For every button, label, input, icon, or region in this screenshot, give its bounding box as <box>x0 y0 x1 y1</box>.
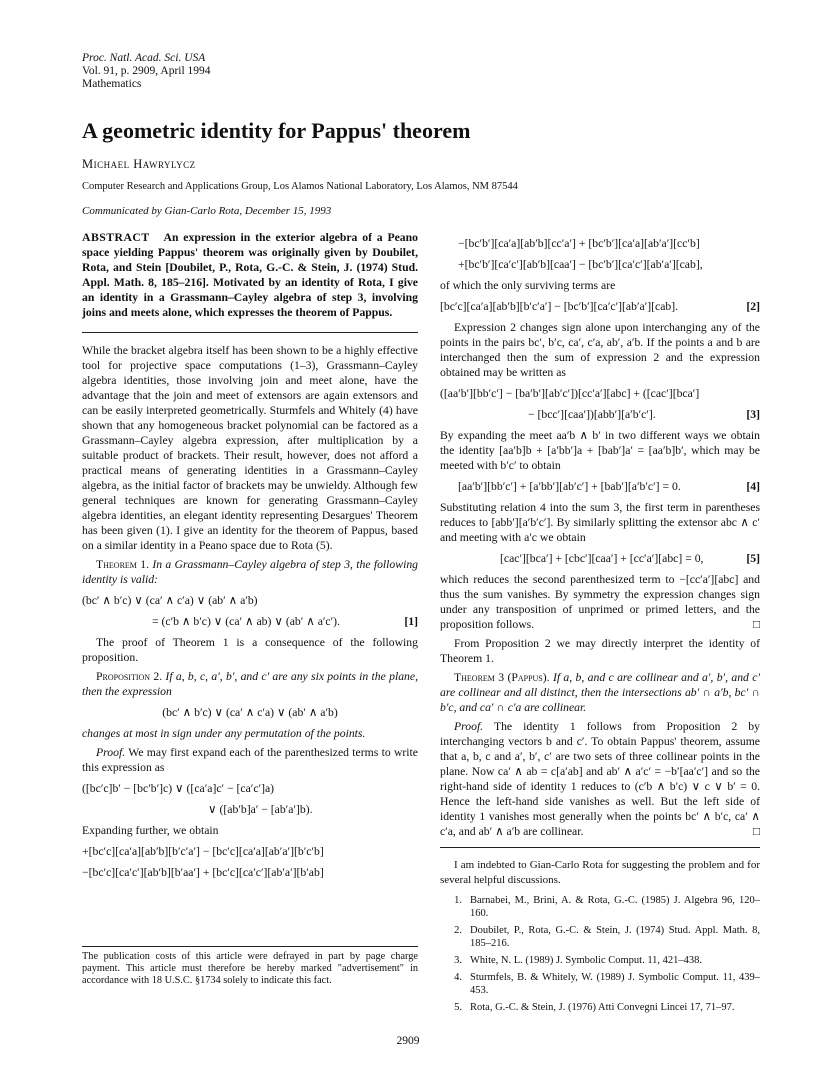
theorem-3-label: Theorem 3 (Pappus). <box>454 671 550 684</box>
proposition-2 <box>82 669 418 699</box>
theorem-1-text: In a Grassmann–Cayley algebra of step 3, the following identity is valid: <box>82 558 419 586</box>
abstract-text: An expression in the exterior algebra of a Peano space yielding Pappus' theorem was originally given by Doubilet, Rota, and Stein [Doubilet, P., Rota, G.-C. & Stein, J. (1974) Stud. Appl. Math. 8, 185–216]. Motivated by an identity of Rota, I give an identity in a Grassmann–Cayley algebra of step 3, involving joins and meets alone, which expresses the theorem of Pappus. <box>82 231 418 319</box>
surviving-text: of which the only surviving terms are <box>440 279 616 292</box>
proof-text: We may first expand each of the parenthesized terms to write this expression as <box>82 746 418 774</box>
proposition-2-text: If a, b, c, a′, b′, and c′ are any six points in the plane, then the expression <box>82 670 419 698</box>
theorem-3 <box>440 670 760 715</box>
paragraph-interpret: From Proposition 2 we may directly interpret the identity of Theorem 1. <box>440 637 760 665</box>
proof-intro: The proof of Theorem 1 is a consequence of the following proposition. <box>82 636 418 664</box>
right-column <box>440 230 760 1018</box>
reference-list <box>440 894 760 1014</box>
reference-item <box>440 971 760 997</box>
equation-1-number: [1] <box>404 615 418 628</box>
paragraph-expression-2: Expression 2 changes sign alone upon interchanging any of the points in the pairs bc′, b′c, ca′, c′a, ab′, a′b. If the points a and b are interchanged then the sum of expression 2 and the expression obtained may be written as <box>440 321 760 379</box>
equation-expansion-2: ∨ ([ab′b]a′ − [ab′a′]b). <box>208 803 313 816</box>
reference-item <box>440 1001 760 1014</box>
reference-text: White, N. L. (1989) J. Symbolic Comput. 11, 421–438. <box>470 955 703 966</box>
proof-paragraph <box>82 745 418 775</box>
abstract-label: ABSTRACT <box>82 231 150 244</box>
equation-5: [cac′][bca′] + [cbc′][caa′] + [cc′a′][abc] = 0, [5] <box>500 552 760 565</box>
paragraph-substituting: Substituting relation 4 into the sum 3, the first term in parentheses reduces to [abb′][a′b′c′]. By similarly splitting the extensor abc ∧ c′ and meeting with a′c we obtain <box>440 501 760 544</box>
author: Michael Hawrylycz <box>82 157 196 171</box>
reference-item <box>440 924 760 950</box>
abstract <box>82 230 418 320</box>
equation-1a: (bc′ ∧ b′c) ∨ (ca′ ∧ c′a) ∨ (ab′ ∧ a′b) <box>82 594 258 607</box>
equation-2: [bc′c][ca′a][ab′b][b′c′a′] − [bc′b′][ca′c′][ab′a′][cab]. [2] <box>440 300 760 313</box>
intro-paragraph: While the bracket algebra itself has been shown to be a highly effective tool for projective space computations (1–3), Grassmann–Cayley algebra identities, those involving join and meet alone, have the advantage that the join and meet of extensors are again extensors and can be easily interpreted geometrically. Sturmfels and Whitely (4) have shown that any homogeneous bracket polynomial can be factored as a Grassmann–Cayley algebra expression, after multiplication by a suitable product of brackets. Their result, however, does not afford a practical means of generating identities in a Grassmann–Cayley algebra, as the initial factor of brackets may be unwieldy. Although few general techniques are known for generating Grassmann–Cayley algebra identities, an elegant identity representing Desargues' Theorem has been given (1). I give an identity for the theorem of Pappus, based on a similar identity in a Peano space due to Rota (5). <box>82 344 418 552</box>
communicated-by: Communicated by Gian-Carlo Rota, December 15, 1993 <box>82 205 332 217</box>
reference-number: 4. <box>454 972 462 983</box>
equation-proposition: (bc′ ∧ b′c) ∨ (ca′ ∧ c′a) ∨ (ab′ ∧ a′b) <box>162 706 338 719</box>
equation-full-2: −[bc′c][ca′c′][ab′b][b′aa′] + [bc′c][ca′c′][ab′a′][b′ab] <box>82 866 324 879</box>
equation-5-number: [5] <box>746 552 760 565</box>
paragraph-reduces: which reduces the second parenthesized term to −[cc′a′][abc] and thus the sum vanishes. By symmetry the expression changes sign under any transposition of unprimed or primed letters, and the proposition follows. □ <box>440 573 760 631</box>
affiliation: Computer Research and Applications Group, Los Alamos National Laboratory, Los Alamos, NM 87544 <box>82 181 518 192</box>
equation-expansion-1: ([bc′c]b′ − [bc′b′]c) ∨ ([ca′a]c′ − [ca′c′]a) <box>82 782 275 795</box>
equation-3a: ([aa′b′][bb′c′] − [ba′b′][ab′c′])[cc′a′][abc] + ([cac′][bca′] <box>440 387 700 400</box>
reference-text: Barnabei, M., Brini, A. & Rota, G.-C. (1985) J. Algebra 96, 120–160. <box>470 895 760 919</box>
theorem-1-label: Theorem 1. <box>96 558 149 571</box>
proof-label: Proof. <box>96 746 126 759</box>
pappus-proof-text: The identity 1 follows from Proposition 2 by interchanging vectors b and c′. To obtain Pappus' theorem, assume that a, b, c and a′, b′, c′ are two sets of three collinear points in the plane. Now ca′ ∧ ab = c[a′ab] and ab′ ∧ a′c′ = −b′[aa′c′] and so the right-hand side of identity 1 reduces to (c′b ∧ b′c) ∨ c ∨ b′ = 0. Hence the left-hand side vanishes as well. But the left side of identity 1 vanishes most generally when the points bc′ ∧ b′c, ca′ ∧ c′a, and ab′ ∧ a′b are collinear. <box>440 720 760 838</box>
reference-item <box>440 954 760 967</box>
pappus-proof <box>440 719 760 839</box>
equation-3-number: [3] <box>746 408 760 421</box>
reference-number: 5. <box>454 1002 462 1013</box>
abstract-divider <box>82 332 418 333</box>
equation-right-2: +[bc′b′][ca′c′][ab′b][caa′] − [bc′b′][ca′c′][ab′a′][cab], <box>458 258 703 271</box>
proposition-2-tail: changes at most in sign under any permutation of the points. <box>82 727 366 740</box>
equation-2-number: [2] <box>746 300 760 313</box>
proposition-2-label: Proposition 2. <box>96 670 163 683</box>
publication-footnote: The publication costs of this article were defrayed in part by page charge payment. This article must therefore be hereby marked "advertisement" in accordance with 18 U.S.C. §1734 solely to indicate this fact. <box>82 946 418 987</box>
journal-header <box>82 52 211 91</box>
theorem-3-text: If a, b, and c are collinear and a′, b′, and c′ are collinear and all distinct, then the intersections ab′ ∩ a′b, bc′ ∩ b′c, and ca′ ∩ c′a are collinear. <box>440 671 760 714</box>
reference-item <box>440 894 760 920</box>
equation-1b: = (c′b ∧ b′c) ∨ (ca′ ∧ ab) ∨ (ab′ ∧ a′c′). [1] <box>152 615 418 628</box>
reference-number: 1. <box>454 895 462 906</box>
left-column <box>82 230 418 886</box>
page-number: 2909 <box>396 1035 420 1047</box>
paragraph-meet: By expanding the meet aa′b ∧ b′ in two different ways we obtain the identity [aa′b]b + [a′bb′]a + [bab′]a′ = [aa′b]b′, which may be meeted with b′c′ to obtain <box>440 429 760 472</box>
equation-4: [aa′b′][bb′c′] + [a′bb′][ab′c′] + [bab′][a′b′c′] = 0. [4] <box>458 480 760 493</box>
reference-text: Doubilet, P., Rota, G.-C. & Stein, J. (1974) Stud. Appl. Math. 8, 185–216. <box>470 925 760 949</box>
qed-symbol: □ <box>752 618 760 631</box>
equation-full-1: +[bc′c][ca′a][ab′b][b′c′a′] − [bc′c][ca′a][ab′a′][b′c′b] <box>82 845 324 858</box>
journal-name: Proc. Natl. Acad. Sci. USA <box>82 52 206 64</box>
reference-number: 3. <box>454 955 462 966</box>
paper-title: A geometric identity for Pappus' theorem <box>82 118 471 143</box>
reference-text: Sturmfels, B. & Whitely, W. (1989) J. Symbolic Comput. 11, 439–453. <box>470 972 760 996</box>
reference-number: 2. <box>454 925 462 936</box>
journal-section: Mathematics <box>82 78 142 90</box>
pappus-proof-label: Proof. <box>454 720 484 733</box>
reference-text: Rota, G.-C. & Stein, J. (1976) Atti Convegni Lincei 17, 71–97. <box>470 1002 735 1013</box>
equation-3b: − [bcc′][caa′])[abb′][a′b′c′]. [3] <box>528 408 760 421</box>
journal-volume: Vol. 91, p. 2909, April 1994 <box>82 65 211 77</box>
expanding-text: Expanding further, we obtain <box>82 824 219 837</box>
references-divider <box>440 847 760 848</box>
equation-4-number: [4] <box>746 480 760 493</box>
qed-symbol-2: □ <box>752 825 760 838</box>
acknowledgment: I am indebted to Gian-Carlo Rota for suggesting the problem and for several helpful discussions. <box>440 859 760 886</box>
theorem-1 <box>82 557 418 587</box>
equation-right-1: −[bc′b′][ca′a][ab′b][cc′a′] + [bc′b′][ca′a][ab′a′][cc′b] <box>458 237 700 250</box>
